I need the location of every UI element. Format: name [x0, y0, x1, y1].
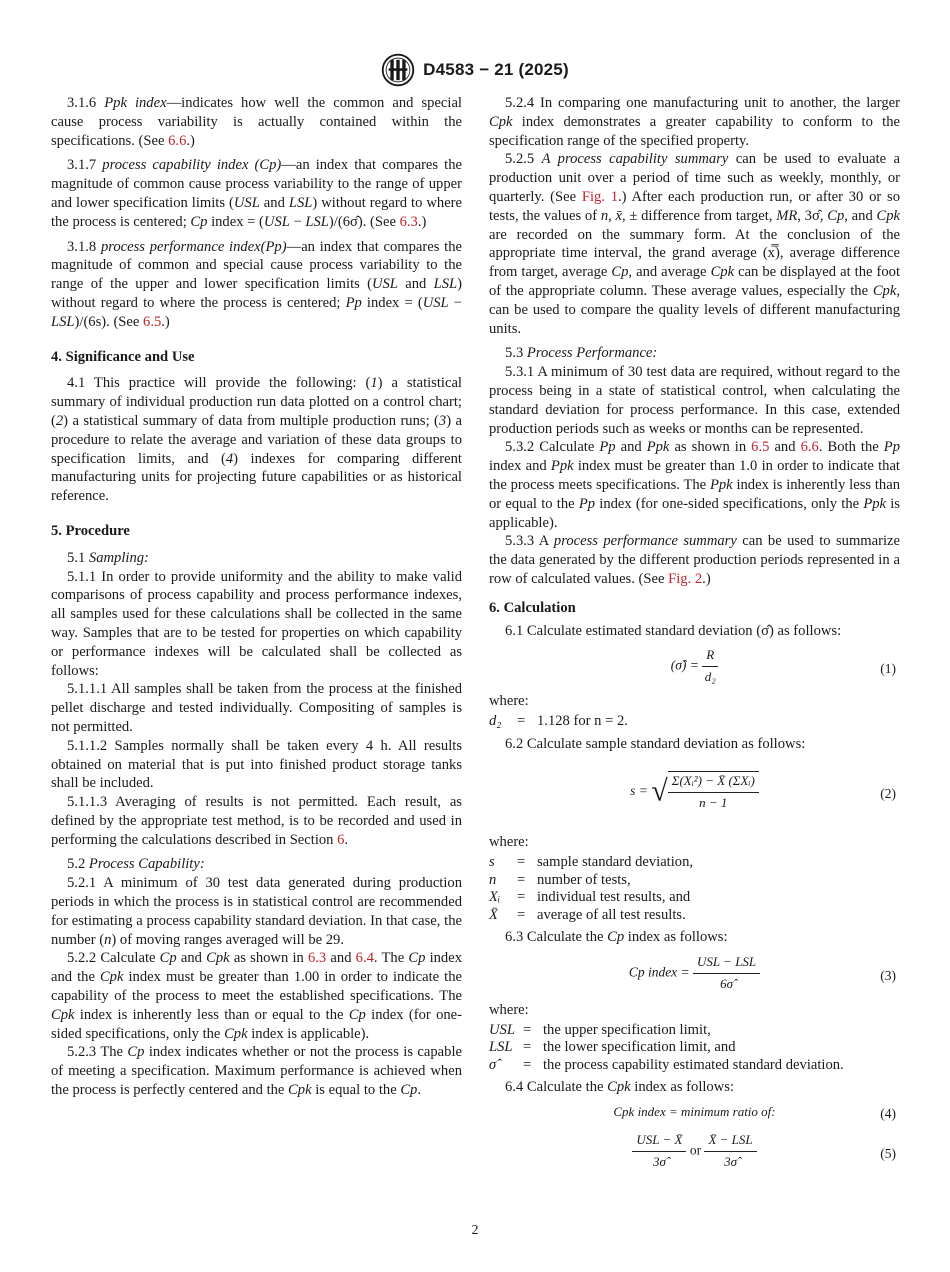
paragraph-5-3: 5.3 Process Performance: [505, 345, 658, 362]
equation-2: s = √ $\frac{\text{Σ(Xᵢ²) − X̄ (ΣXᵢ)}}{n - 1}$ (2) [489, 759, 900, 827]
ref-link[interactable]: 6.4 [355, 950, 374, 967]
ref-link[interactable]: 6.5 [143, 313, 162, 330]
left-column [51, 94, 462, 1100]
ref-link[interactable]: 6.3 [307, 950, 327, 967]
page-header [0, 52, 950, 88]
section-heading-4: 4. Significance and Use [51, 348, 195, 365]
paragraph-6-2: 6.2 Calculate sample standard deviation as follows: [505, 735, 806, 752]
ref-link[interactable]: 6.3 [399, 213, 418, 230]
right-column [489, 94, 900, 1177]
page-number: 2 [471, 1222, 479, 1237]
ref-link[interactable]: Fig. 1 [581, 188, 618, 205]
paragraph-5-2-1: 5.2.1 A minimum of 30 test data generated during production periods in which the process is in statistical control are recommended for estimating a process capability standard deviation. In that case, the number (n) of moving ranges averaged will be 29. [51, 875, 462, 948]
ref-link[interactable]: 6.5 [751, 439, 770, 456]
ref-link[interactable]: Fig. 2 [668, 570, 703, 587]
paragraph-5-2-4: 5.2.4 In comparing one manufacturing unit to another, the larger Cpk index demonstrates a greater capability to conform to the specification range of the specified property. [489, 95, 900, 149]
paragraph-5-2-5: 5.2.5 A process capability summary can be used to evaluate a production unit over a period of time such as weekly, monthly, or quarterly. (See Fig. 1.) After each production run, or after 30 or so tests, the values of n, x̄, ± difference from target, MR, 3σ̂, Cp, and Cpk are recorded on the summary form. At the conclusion of the appropriate time interval, the grand average (x̿), average difference from target, average Cp, and average Cpk can be displayed at the foot of the appropriate column. These average values, especially the Cpk, can be used to compare the quality levels of different manufacturing units. [489, 151, 901, 337]
definitions-eq3: USL = the upper specification limit, LSL = the lower specification limit, and σ̂ = the process capability estimated standard deviation. [489, 1021, 844, 1073]
astm-logo-icon [381, 53, 415, 87]
section-heading-6: 6. Calculation [489, 599, 576, 616]
where-label: where: [489, 834, 529, 851]
paragraph-5-3-1: 5.3.1 A minimum of 30 test data are required, without regard to the process being in a state of statistical control, when calculating the standard deviation for process performance. In this case, extended production periods such as weeks or months can be represented. [489, 364, 900, 437]
paragraph-5-1-1: 5.1.1 In order to provide uniformity and the ability to make valid comparisons of process capability and process performance indexes, all samples used for these calculations shall be collected in the same way. Samples that are to be tested for properties on which capability or performance indexes will be calculated shall be collected as follows: [51, 568, 462, 679]
definitions-eq2: s = sample standard deviation, n = number of tests, Xᵢ = individual test results, and X̄ = average of all test results. [489, 854, 694, 923]
ref-link[interactable]: 6 [337, 831, 345, 848]
equation-4: Cpk index = minimum ratio of: (4) [613, 1104, 896, 1122]
paragraph-5-3-3: 5.3.3 A process performance summary can be used to summarize the data generated by the different production periods represented in a row of calculated values. (See Fig. 2.) [489, 533, 900, 587]
paragraph-5-1-1-2: 5.1.1.2 Samples normally shall be taken every 4 h. All results obtained on material that is put into finished product storage tanks shall be included. [51, 737, 462, 792]
paragraph-5-1-1-1: 5.1.1.1 All samples shall be taken from the process at the finished pellet discharge and tested individually. Compositing of samples is not permitted. [51, 681, 462, 735]
paragraph-3-1-8: 3.1.8 process performance index(Pp)—an index that compares the magnitude of common and special cause process variability to the range of the upper and lower specification limits (USL and LSL) without regard to where the process is centered; Pp index = (USL − LSL)/(6s). (See 6.5.) [51, 238, 463, 330]
paragraph-6-4: 6.4 Calculate the Cpk index as follows: [505, 1079, 735, 1096]
paragraph-6-1: 6.1 Calculate estimated standard deviation (σ̂) as follows: [505, 622, 842, 639]
where-label: where: [489, 1002, 529, 1018]
paragraph-6-3: 6.3 Calculate the Cp index as follows: [505, 929, 728, 946]
paragraph-5-1: 5.1 Sampling: [67, 549, 149, 566]
paragraph-3-1-6: 3.1.6 Ppk index—indicates how well the common and special cause process variability is actually contained within the specifications. (See 6.6.) [51, 95, 462, 149]
paragraph-5-1-1-3: 5.1.1.3 Averaging of results is not permitted. Each result, as defined by the appropriate test method, is to be recorded and used in performing the calculations described in Section 6. [51, 794, 462, 848]
definition-d2: d₂ = 1.128 for n = 2. [489, 713, 628, 730]
paragraph-3-1-7: 3.1.7 process capability index (Cp)—an index that compares the magnitude of common cause process variability to the range of upper and lower specification limits (USL and LSL) without regard to where the process is centered; Cp index = (USL − LSL)/(6σ̂). (See 6.3.) [51, 157, 463, 230]
paragraph-5-2-3: 5.2.3 The Cp index indicates whether or not the process is capable of meeting a specification. Maximum performance is achieved when the process is perfectly centered and the Cpk is equal to the Cp. [51, 1044, 462, 1099]
equation-5: $\frac{\text{USL − X̄}}{3\sigmâ}$ or $\frac{\text{X̄ − LSL}}{3\sigmâ}$ (5) [489, 1131, 900, 1171]
section-heading-5: 5. Procedure [51, 522, 130, 539]
paragraph-5-2-2: 5.2.2 Calculate Cp and Cpk as shown in 6.3 and 6.4. The Cp index and the Cpk index must be greater than 1.00 in order to indicate the capability of the process to meet the established specifications. The Cpk index is inherently less than or equal to the Cp index (for one-sided specifications, only the Cpk index is applicable). [51, 950, 462, 1042]
paragraph-5-3-2: 5.3.2 Calculate Pp and Ppk as shown in 6.5 and 6.6. Both the Pp index and Ppk index must be greater than 1.0 in order to indicate that the process meets specifications. The Ppk index is inherently less than or equal to the Pp index (for one-sided specifications, only the Ppk is applicable). [489, 439, 900, 531]
document-id: D4583 − 21 (2025) [423, 60, 569, 79]
equation-3: Cp index = $\frac{\text{USL − LSL}}{6\sigmâ}$ (3) [628, 954, 896, 991]
ref-link[interactable]: 6.6 [800, 439, 819, 456]
ref-link[interactable]: 6.6 [168, 132, 187, 149]
paragraph-4-1: 4.1 This practice will provide the following: (1) a statistical summary of individual production run data plotted on a control chart; (2) a statistical summary of data from multiple production runs; (3) a procedure to relate the average and variation of these data groups to specification limits, and (4) indexes for comparing different manufacturing units for projecting future capabilities or as historical reference. [51, 375, 462, 505]
paragraph-5-2: 5.2 Process Capability: [67, 856, 205, 873]
where-label: where: [489, 693, 529, 710]
equation-1: (σ̂) = $\frac{R}{\text{d₂}}$ (1) [670, 647, 896, 685]
